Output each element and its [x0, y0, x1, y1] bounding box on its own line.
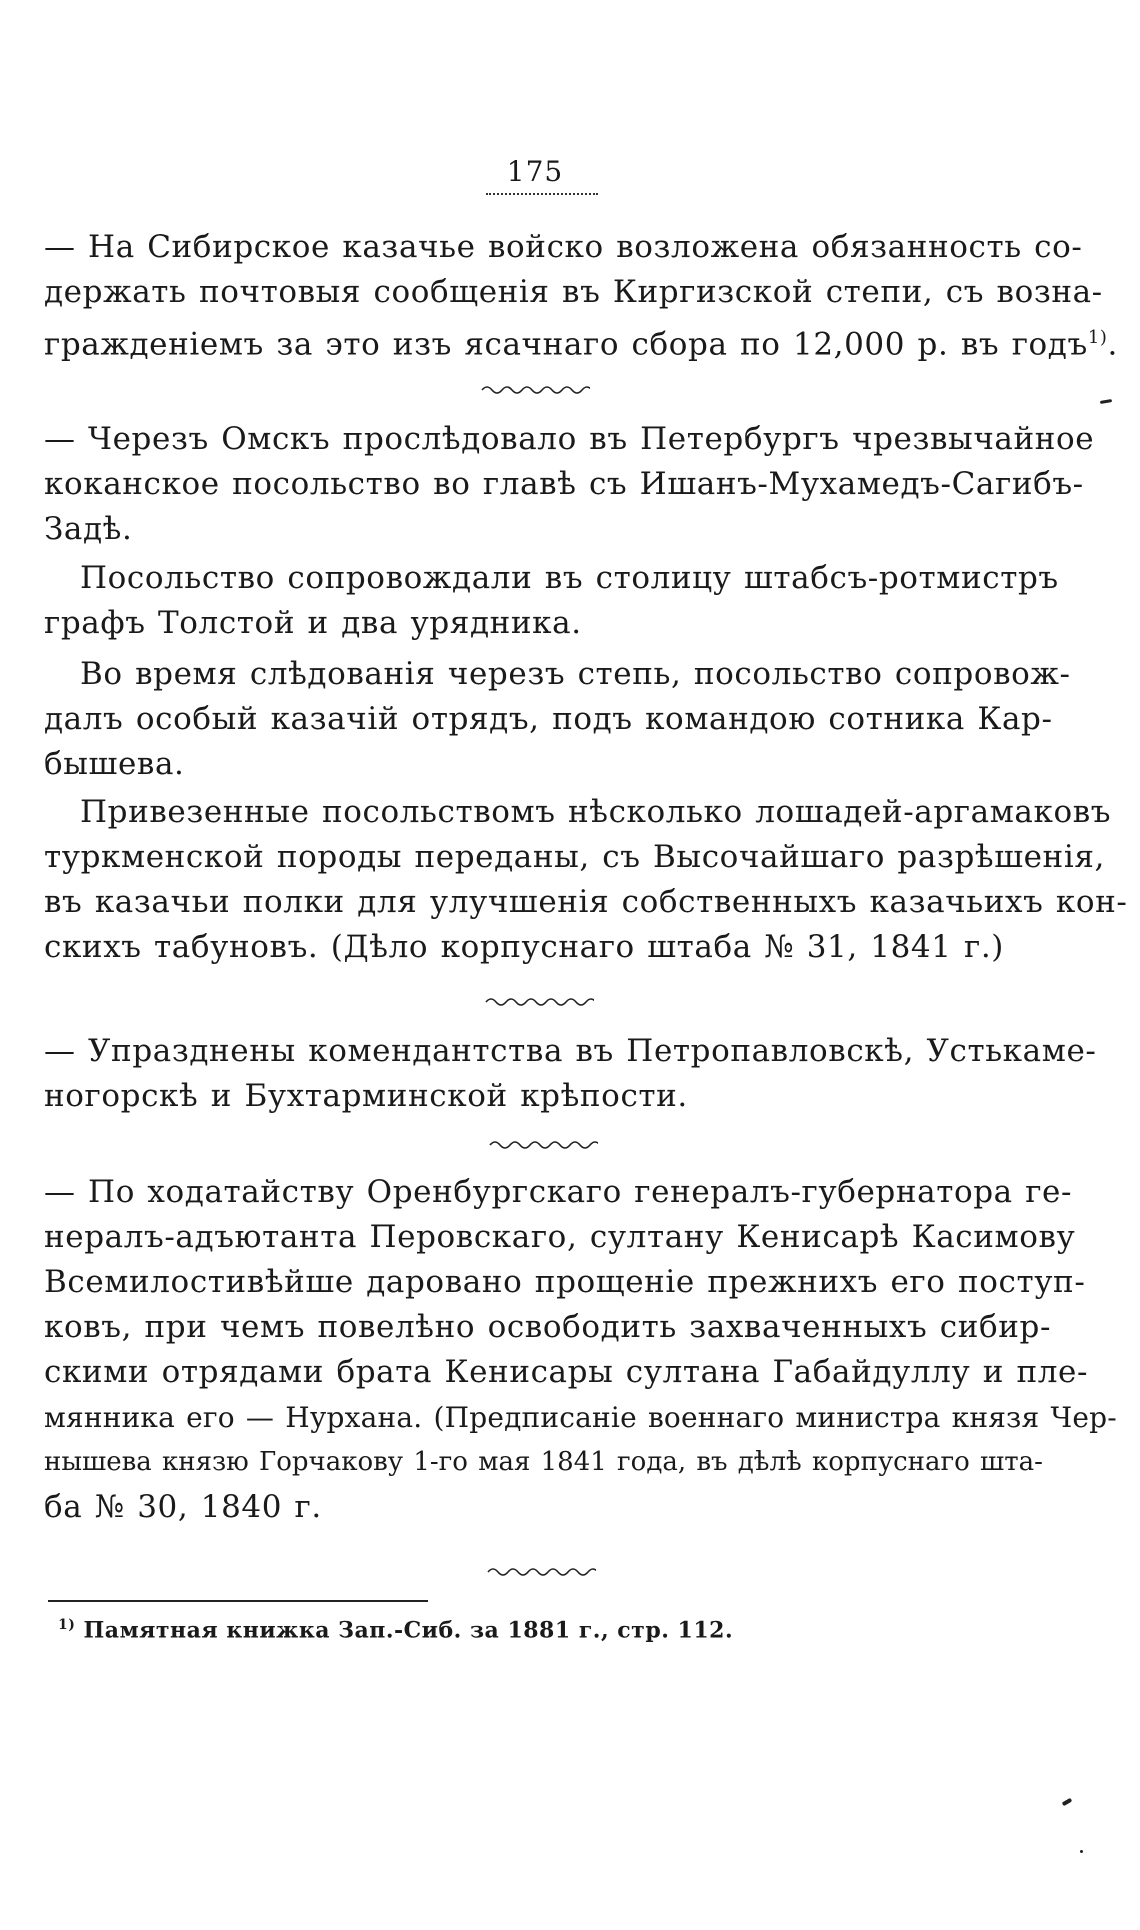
- text-line: далъ особый казачій отрядъ, подъ командою сотника Кар-: [44, 701, 1053, 737]
- section-divider-ornament: [480, 383, 590, 397]
- text-line: скихъ табуновъ. (Дѣло корпуснаго штаба № 31, 1841 г.): [44, 929, 1004, 965]
- text-line: гражденіемъ за это изъ ясачнаго сбора по 12,000 р. въ годъ$^{1)}$.: [44, 326, 1118, 363]
- text-line: нералъ-адъютанта Перовскаго, султану Кенисарѣ Касимову: [44, 1219, 1076, 1255]
- footnote-reference: 1): [1087, 327, 1108, 348]
- footnote: [58, 1610, 733, 1645]
- text-line: — На Сибирское казачье войско возложена обязанность со-: [44, 229, 1083, 265]
- text-line: коканское посольство во главѣ съ Ишанъ-Мухамедъ-Сагибъ-: [44, 466, 1084, 502]
- entry-argamak-horses: [44, 790, 1128, 970]
- text-line: мянника его — Нурхана. (Предписаніе военнаго министра князя Чер-: [44, 1401, 1117, 1434]
- section-divider-ornament: [486, 1565, 596, 1579]
- scan-speck: [1080, 1850, 1083, 1853]
- text-line: Привезенные посольствомъ нѣсколько лошадей-аргамаковъ: [80, 794, 1112, 830]
- page-number-dotted-rule: [486, 193, 598, 195]
- section-divider-ornament: [488, 1138, 598, 1152]
- entry-postal-duty: [44, 225, 1118, 367]
- footnote-text: Памятная книжка Зап.-Сиб. за 1881 г., стр. 112.: [75, 1617, 734, 1644]
- footnote-separator: [48, 1600, 428, 1602]
- text-line: скими отрядами брата Кенисары султана Габайдуллу и пле-: [44, 1354, 1089, 1390]
- entry-commandants-abolished: [44, 1029, 1097, 1119]
- page-number: 175: [506, 155, 564, 188]
- text-line: — Черезъ Омскъ прослѣдовало въ Петербургъ чрезвычайное: [44, 421, 1095, 457]
- entry-kenisary-pardon: [44, 1170, 1117, 1530]
- scan-speck: [1062, 1798, 1073, 1806]
- section-divider-ornament: [484, 995, 594, 1009]
- text-line: Во время слѣдованія черезъ степь, посольство сопровож-: [80, 656, 1071, 692]
- text-line: Всемилостивѣйше даровано прощеніе прежнихъ его поступ-: [44, 1264, 1086, 1300]
- text-line: — Упразднены комендантства въ Петропавловскѣ, Устькаме-: [44, 1033, 1097, 1069]
- text-line: нышева князю Горчакову 1-го мая 1841 года, въ дѣлѣ корпуснаго шта-: [44, 1447, 1043, 1477]
- text-line: Задѣ.: [44, 511, 133, 547]
- text-line: ба № 30, 1840 г.: [44, 1489, 322, 1525]
- entry-kokand-embassy: [44, 417, 1095, 552]
- entry-embassy-escort: [44, 556, 1059, 646]
- text-line: — По ходатайству Оренбургскаго генералъ-губернатора ге-: [44, 1174, 1073, 1210]
- text-line: въ казачьи полки для улучшенія собственныхъ казачьихъ кон-: [44, 884, 1128, 920]
- text-line: графъ Толстой и два урядника.: [44, 605, 582, 641]
- text-line: туркменской породы переданы, съ Высочайшаго разрѣшенія,: [44, 839, 1105, 875]
- text-line: ковъ, при чемъ повелѣно освободить захваченныхъ сибир-: [44, 1309, 1052, 1345]
- text-line: ногорскѣ и Бухтарминской крѣпости.: [44, 1078, 688, 1114]
- scan-speck: [1100, 399, 1112, 404]
- text-line: держать почтовыя сообщенія въ Киргизской степи, съ возна-: [44, 274, 1103, 310]
- text-line: бышева.: [44, 746, 185, 782]
- entry-steppe-escort: [44, 652, 1071, 787]
- text-line: Посольство сопровождали въ столицу штабсъ-ротмистръ: [80, 560, 1059, 596]
- footnote-mark: 1): [58, 1617, 76, 1633]
